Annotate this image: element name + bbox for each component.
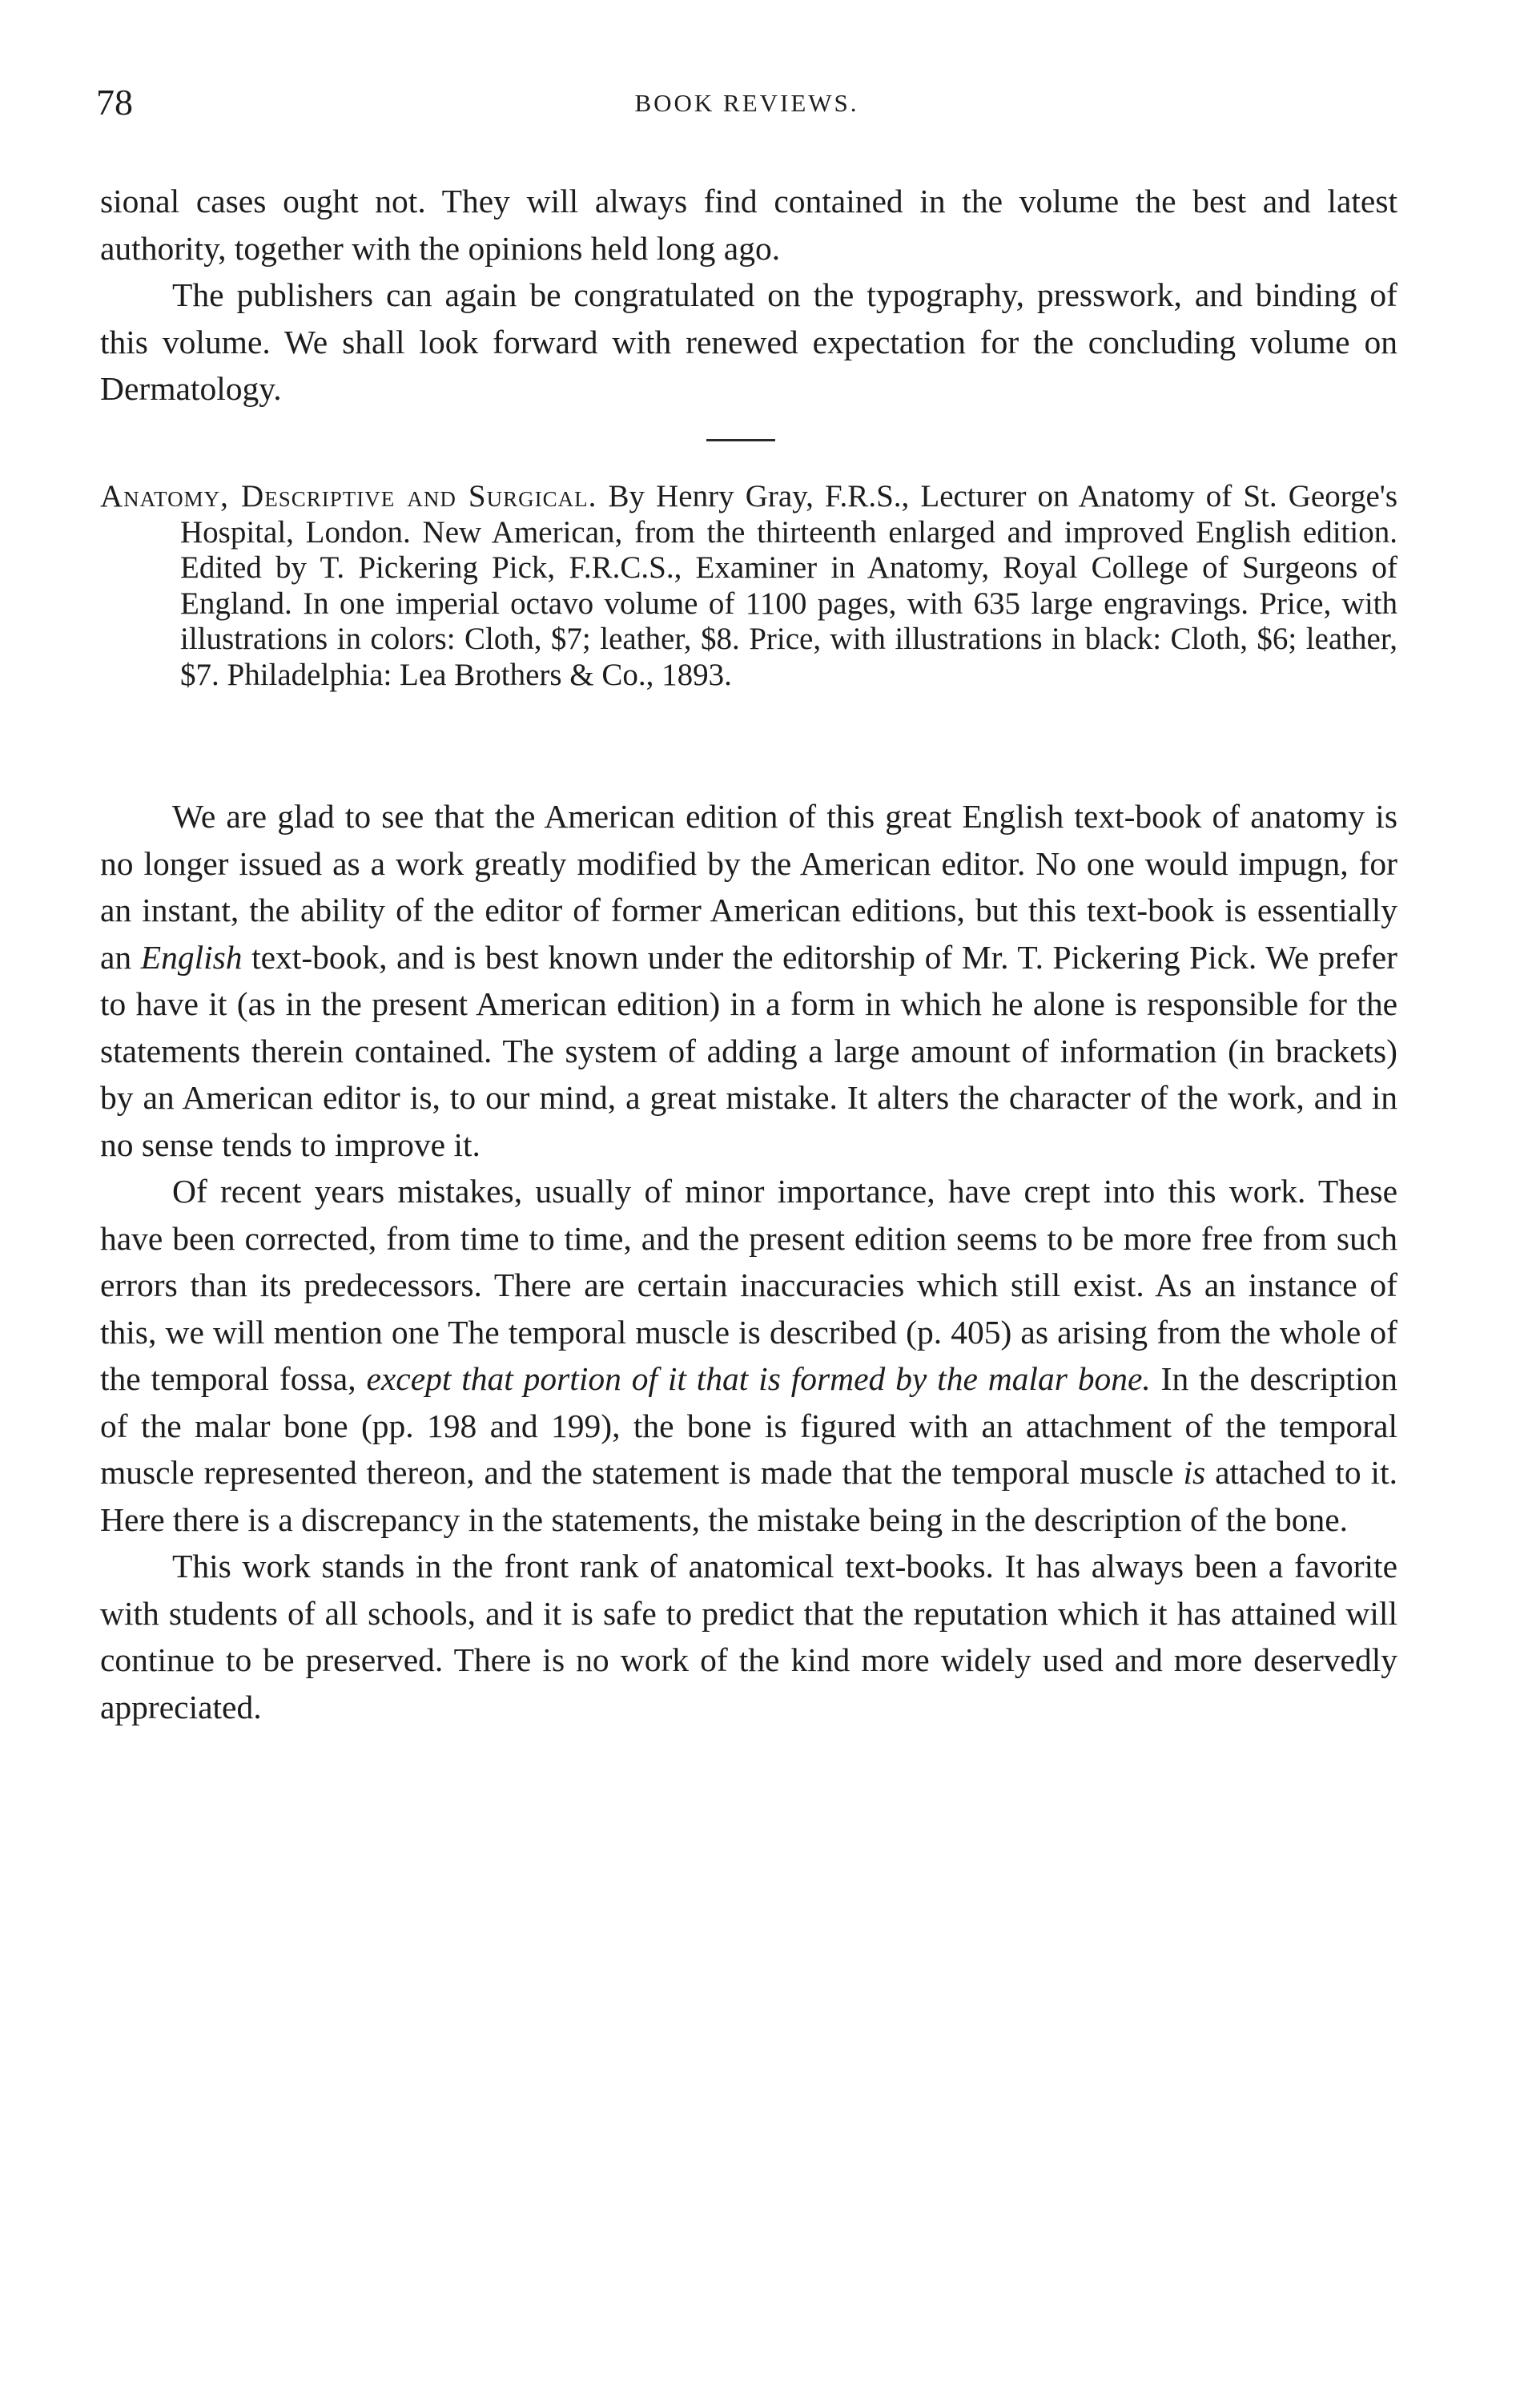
- paragraph-text: In the description of the malar bone (pp. 198 and 199), the bone is figured with an attachment of the temporal muscle represented thereon, and the statement is made that the temporal muscle: [100, 1360, 1397, 1491]
- previous-review-ending: [100, 178, 1397, 413]
- italic-text: English: [140, 938, 243, 976]
- paragraph-text: We are glad to see that the American edition of this great English text-book of anatomy is no longer issued as a work greatly modified by the American editor. No one would impugn, for an instant, the ability of the editor of former American editions, but this text-book is essentially an: [100, 798, 1397, 976]
- paragraph: [100, 1168, 1397, 1543]
- paragraph: The publishers can again be congratulated on the typography, presswork, and binding of this volume. We shall look forward with renewed expectation for the concluding volume on Dermatology.: [100, 276, 1397, 407]
- paragraph-text: Of recent years mistakes, usually of minor importance, have crept into this work. These have been corrected, from time to time, and the present edition seems to be more free from such errors than its predecessors. There are certain inaccuracies which still exist. As an instance of this, we will mention one The temporal muscle is described (p. 405) as arising from the whole of the temporal fossa,: [100, 1173, 1397, 1397]
- paragraph: This work stands in the front rank of anatomical text-books. It has always been a favorite with students of all schools, and it is safe to predict that the reputation which it has attained will continue to be preserved. There is no work of the kind more widely used and more deservedly appreciated.: [100, 1548, 1397, 1725]
- section-divider: [706, 439, 775, 441]
- paragraph: [100, 793, 1397, 1168]
- paragraph-text: attached to it. Here there is a discrepancy in the statements, the mistake being in the description of the bone.: [100, 1454, 1397, 1538]
- italic-text: is: [1183, 1454, 1206, 1491]
- review-body: [100, 793, 1397, 1730]
- book-citation: [100, 479, 1397, 693]
- paragraph-text: text-book, and is best known under the editorship of Mr. T. Pickering Pick. We prefer to have it (as in the present American edition) in a form in which he alone is responsible for the statements therein contained. The system of adding a large amount of information (in brackets) by an American editor is, to our mind, a great mistake. It alters the character of the work, and in no sense tends to improve it.: [100, 938, 1397, 1163]
- paragraph: sional cases ought not. They will always find contained in the volume the best and latest authority, together with the opinions held long ago.: [100, 183, 1397, 267]
- running-title: BOOK REVIEWS.: [634, 89, 859, 117]
- italic-text: except that portion of it that is formed by the malar bone.: [366, 1360, 1151, 1397]
- book-details: By Henry Gray, F.R.S., Lecturer on Anatomy of St. George's Hospital, London. New American, from the thirteenth enlarged and improved English edition. Edited by T. Pickering Pick, F.R.C.S., Examiner in Anatomy, Royal College of Surgeons of England. In one imperial octavo volume of 1100 pages, with 635 large engravings. Price, with illustrations in colors: Cloth, $7; leather, $8. Price, with illustrations in black: Cloth, $6; leather, $7. Philadelphia: Lea Brothers & Co., 1893.: [180, 479, 1398, 692]
- running-head: [96, 79, 1397, 127]
- book-title: Anatomy, Descriptive and Surgical.: [100, 479, 597, 513]
- page-number: 78: [96, 82, 133, 123]
